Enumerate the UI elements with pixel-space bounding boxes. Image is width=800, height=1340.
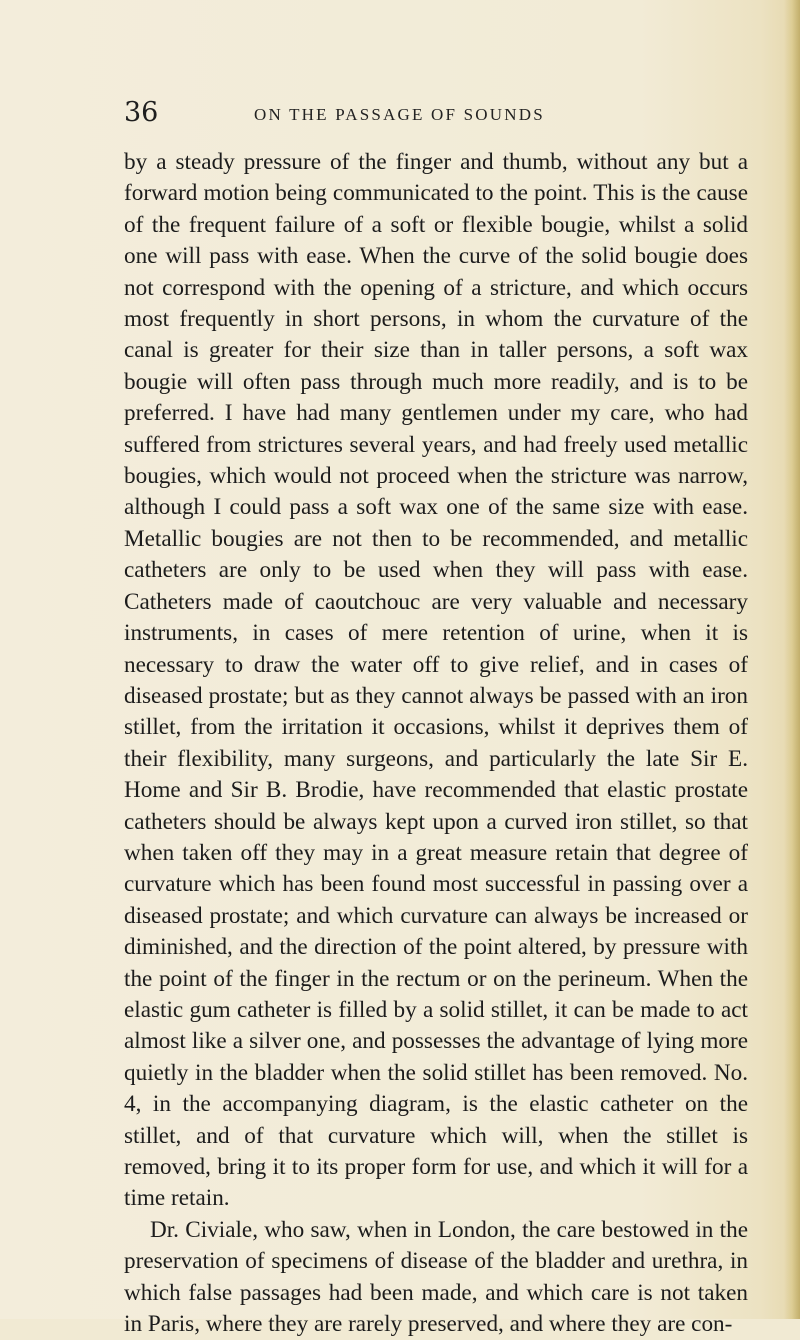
paragraph-continued: by a steady pressure of the finger and thumb, without any but a forward motion being communicated to the point. This is the cause of the frequent failure of a soft or flexible bougie, whilst a solid one will pass with ease. When the curve of the solid bougie does not correspond with the opening of a stricture, and which occurs most frequently in short persons, in whom the curvature of the canal is greater for their size than in taller persons, a soft wax bougie will often pass through much more readily, and is to be preferred. I have had many gentlemen under my care, who had suffered from strictures several years, and had freely used metallic bougies, which would not proceed when the stricture was narrow, although I could pass a soft wax one of the same size with ease. Metallic bougies are not then to be recommended, and metallic catheters are only to be used when they will pass with ease. Catheters made of caoutchouc are very valuable and necessary instruments, in cases of mere retention of urine, when it is necessary to draw the water off to give relief, and in cases of diseased prostate; but as they cannot always be passed with an iron stillet, from the irritation it occasions, whilst it deprives them of their flexibility, many surgeons, and particularly the late Sir E. Home and Sir B. Brodie, have recommended that elastic prostate catheters should be always kept upon a curved iron stillet, so that when taken off they may in a great measure retain that degree of curvature which has been found most successful in passing over a diseased prostate; and which curvature can always be increased or diminished, and the direction of the point altered, by pressure with the point of the finger in the rectum or on the perineum. When the elastic gum catheter is filled by a solid stillet, it can be made to act almost like a silver one, and possesses the advantage of lying more quietly in the bladder when the solid stillet has been removed. No. 4, in the accompanying diagram, is the elastic catheter on the stillet, and of that curvature which will, when the stillet is removed, bring it to its proper form for use, and which it will for a time retain.: [124, 149, 748, 1212]
page-header: [124, 93, 748, 133]
page-edge: [784, 0, 800, 1319]
running-head: ON THE PASSAGE OF SOUNDS: [254, 105, 545, 124]
page-number: 36: [124, 97, 159, 128]
body-text: [124, 147, 748, 1340]
paragraph-civiale: Dr. Civiale, who saw, when in London, the care bestowed in the preservation of specimens of disease of the bladder and urethra, in which false passages had been made, and which care is not taken in Paris, where they are rarely preserved, and where they are con-: [124, 1216, 748, 1338]
